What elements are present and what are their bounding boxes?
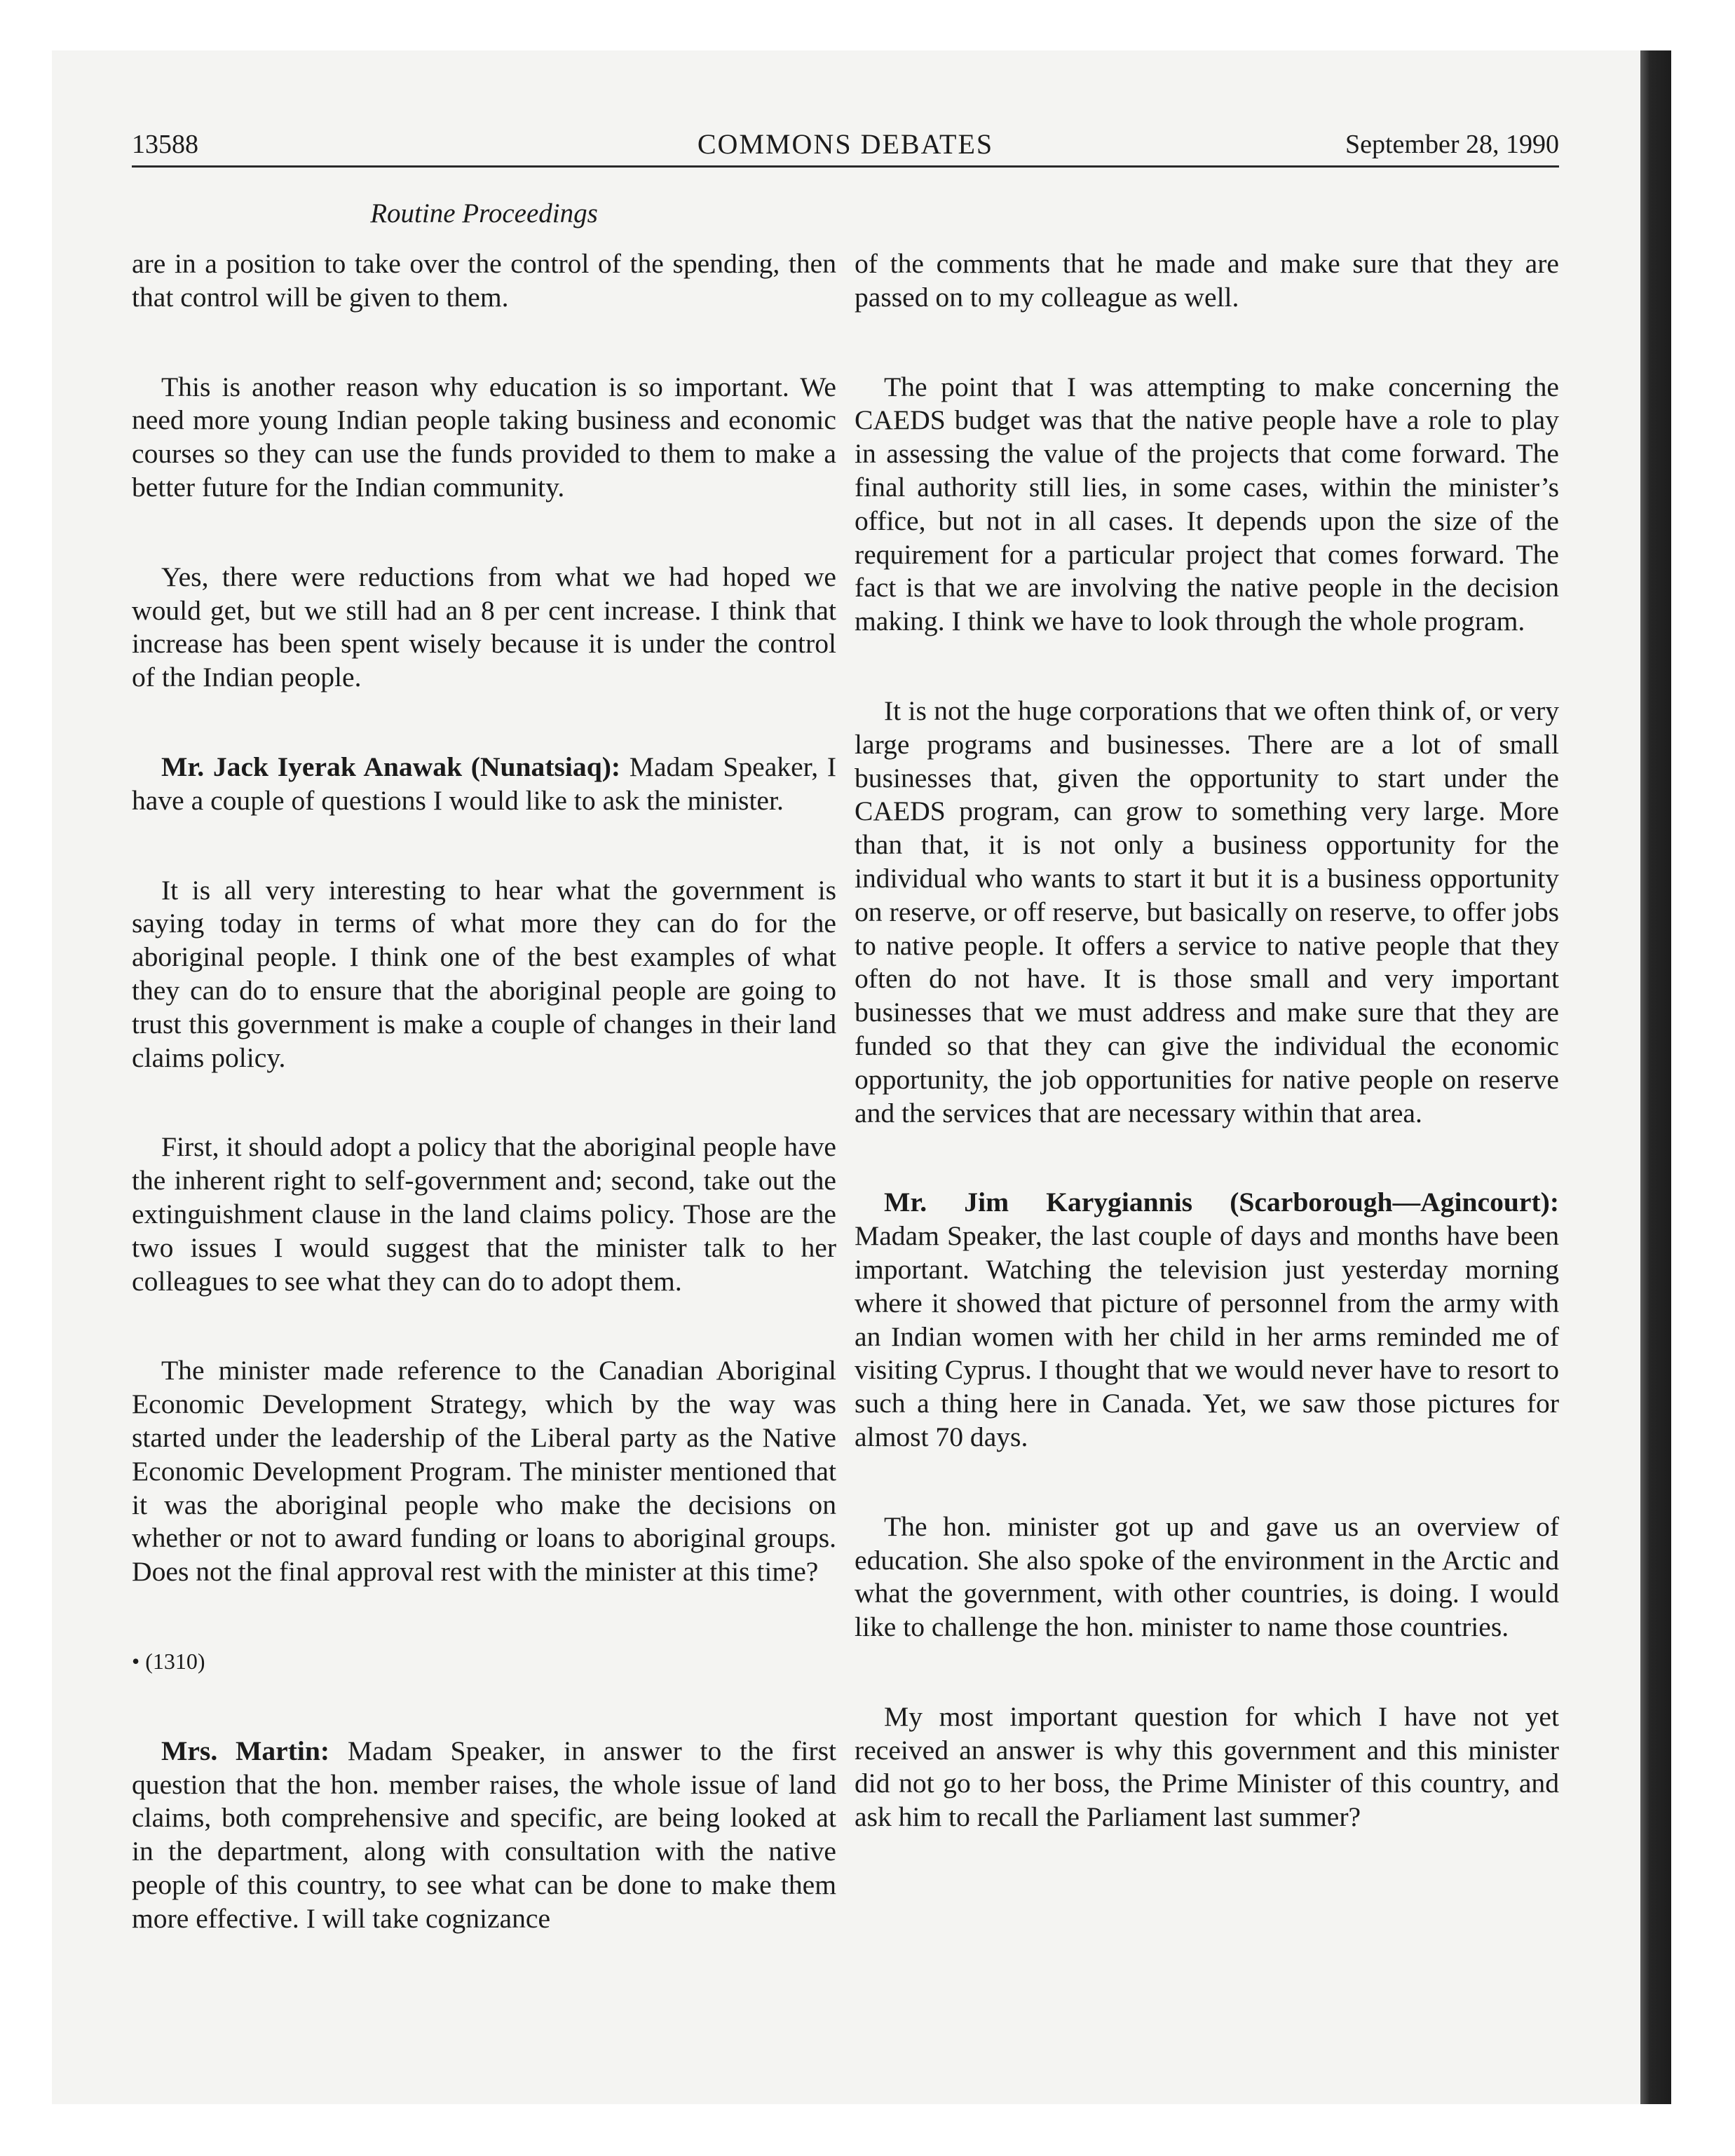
speech-paragraph: Mr. Jim Karygiannis (Scarborough—Agincourt): Madam Speaker, the last couple of days and months have been important. Watching the television just yesterday morning where it showed that picture of personnel from the army with an Indian women with her child in her arms reminded me of visiting Cyprus. I thought that we would never have to resort to such a thing here in Canada. Yet, we saw those pictures for almost 70 days. — [855, 1187, 1559, 1452]
paragraph: My most important question for which I have not yet received an answer is why this government and this minister did not go to her boss, the Prime Minister of this country, and ask him to recall the Parliament last summer? — [855, 1700, 1559, 1833]
speaker-name: Mr. Jack Iyerak Anawak (Nunatsiaq): — [161, 751, 621, 782]
speaker-name: Mr. Jim Karygiannis (Scarborough—Agincourt): — [884, 1187, 1559, 1218]
section-heading: Routine Proceedings — [370, 198, 598, 228]
left-column — [132, 247, 836, 1935]
paragraph: of the comments that he made and make sure that they are passed on to my colleague as well. — [855, 248, 1559, 313]
header-rule — [132, 165, 1559, 168]
paragraph: The point that I was attempting to make concerning the CAEDS budget was that the native people have a role to play in assessing the value of the projects that come forward. The final authority still lies, in some cases, within the minister’s office, but not in all cases. It depends upon the size of the requirement for a particular project that comes forward. The fact is that we are involving the native people in the decision making. I think we have to look through the whole program. — [855, 371, 1559, 637]
paragraph: are in a position to take over the control of the spending, then that control will be given to them. — [132, 248, 836, 313]
paragraph: It is all very interesting to hear what the government is saying today in terms of what more they can do for the aboriginal people. I think one of the best examples of what they can do to ensure that the aboriginal people are going to trust this government is make a couple of changes in their land claims policy. — [132, 874, 836, 1073]
paragraph: Yes, there were reductions from what we had hoped we would get, but we still had an 8 per cent increase. I think that increase has been spent wisely because it is under the control of the Indian people. — [132, 561, 836, 693]
binding-shadow — [1640, 50, 1671, 2104]
paragraph: This is another reason why education is so important. We need more young Indian people taking business and economic courses so they can use the funds provided to them to make a better future for the Indian community. — [132, 371, 836, 503]
paragraph: First, it should adopt a policy that the aboriginal people have the inherent right to self-government and; second, take out the extinguishment clause in the land claims policy. Those are the two issues I would suggest that the minister talk to her colleagues to see what they can do to adopt them. — [132, 1131, 836, 1297]
publication-title: COMMONS DEBATES — [697, 128, 994, 160]
speech-paragraph: Mrs. Martin: Madam Speaker, in answer to the first question that the hon. member raises, the whole issue of land claims, both comprehensive and specific, are being looked at in the department, along with consultation with the native people of this country, to see what can be done to make them more effective. I will take cognizance — [132, 1735, 837, 1934]
paragraph: It is not the huge corporations that we often think of, or very large programs and businesses. There are a lot of small businesses that, given the opportunity to start under the CAEDS program, can grow to something very large. More than that, it is not only a business opportunity for the individual who wants to start it but it is a business opportunity on reserve, or off reserve, but basically on reserve, to offer jobs to native people. It offers a service to native people that they often do not have. It is those small and very important businesses that we must address and make sure that they are funded so that they can give the individual the economic opportunity, the job opportunities for native people on reserve and the services that are necessary within that area. — [855, 695, 1559, 1128]
right-column — [855, 247, 1559, 1834]
paragraph: The hon. minister got up and gave us an overview of education. She also spoke of the environment in the Arctic and what the government, with other countries, is doing. I would like to challenge the hon. minister to name those countries. — [855, 1510, 1559, 1643]
running-header — [132, 123, 1559, 165]
sitting-date: September 28, 1990 — [1345, 130, 1559, 159]
paragraph: The minister made reference to the Canadian Aboriginal Economic Development Strategy, which by the way was started under the leadership of the Liberal party as the Native Economic Development Program. The minister mentioned that it was the aboriginal people who make the decisions on whether or not to award funding or loans to aboriginal groups. Does not the final approval rest with the minister at this time? — [132, 1355, 836, 1588]
page-number: 13588 — [132, 130, 198, 159]
time-marker: • (1310) — [132, 1648, 205, 1674]
speaker-name: Mrs. Martin: — [161, 1735, 330, 1766]
speech-paragraph: Mr. Jack Iyerak Anawak (Nunatsiaq): Madam Speaker, I have a couple of questions I would like to ask the minister. — [132, 751, 836, 816]
